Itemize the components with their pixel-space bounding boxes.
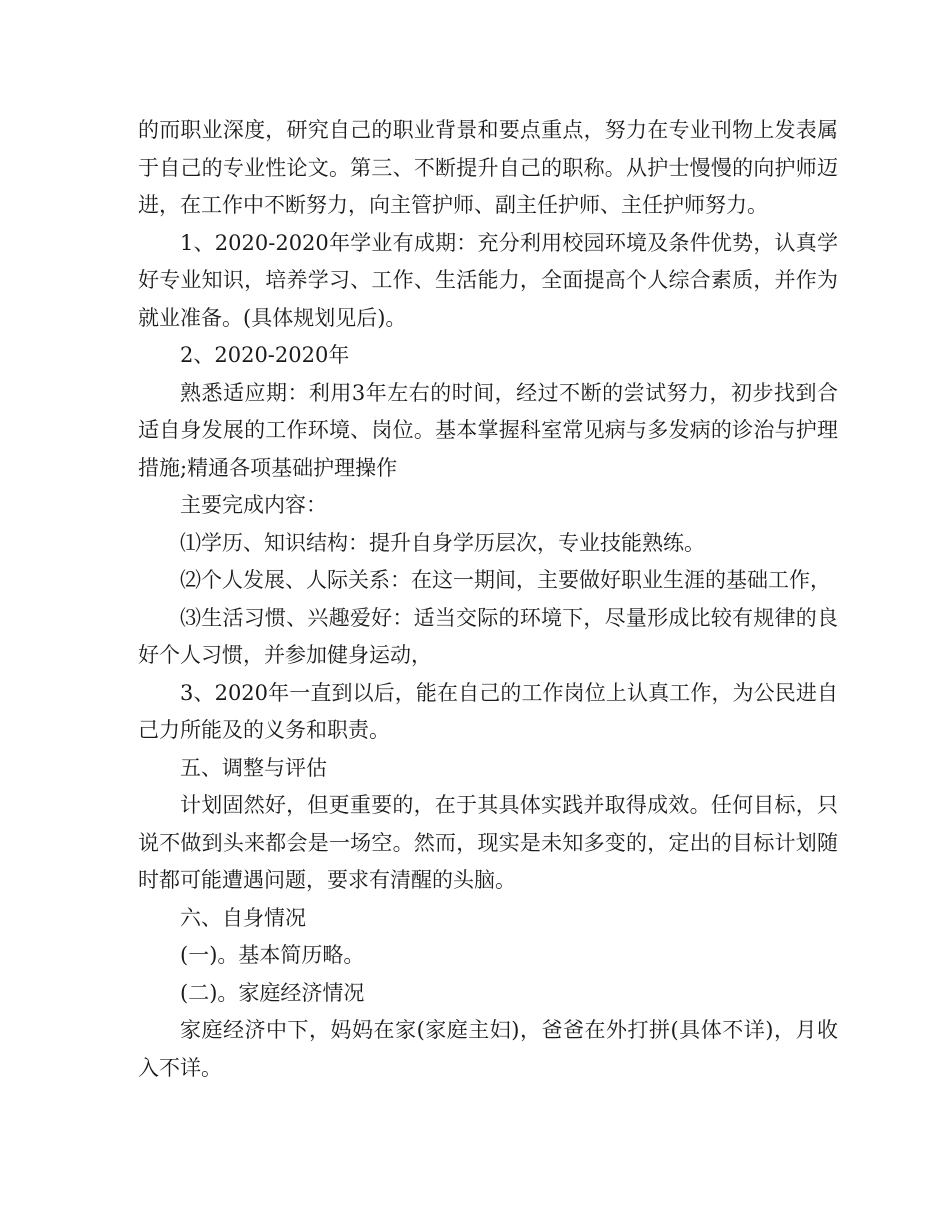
paragraph-item-lifestyle: ⑶生活习惯、兴趣爱好：适当交际的环境下，尽量形成比较有规律的良好个人习惯，并参加健身运动， — [138, 605, 838, 667]
paragraph-family-economy: 家庭经济中下，妈妈在家(家庭主妇)，爸爸在外打拼(具体不详)，月收入不详。 — [138, 1018, 838, 1080]
paragraph-career-depth: 的而职业深度，研究自己的职业背景和要点重点，努力在专业刊物上发表属于自己的专业性论文。第三、不断提升自己的职称。从护士慢慢的向护师迈进，在工作中不断努力，向主管护师、副主任护师、主任护师努力。 — [138, 118, 838, 217]
document-body — [138, 112, 838, 1087]
paragraph-adaptation-period: 熟悉适应期：利用3年左右的时间，经过不断的尝试努力，初步找到合适自身发展的工作环境、岗位。基本掌握科室常见病与多发病的诊治与护理措施;精通各项基础护理操作 — [138, 380, 838, 480]
section-heading-adjust-evaluate: 五、调整与评估 — [180, 755, 327, 780]
paragraph-plan-practice: 计划固然好，但更重要的，在于其具体实践并取得成效。任何目标，只说不做到头来都会是一场空。然而，现实是未知多变的，定出的目标计划随时都可能遭遇问题，要求有清醒的头脑。 — [138, 793, 838, 892]
paragraph-item-personal-development: ⑵个人发展、人际关系：在这一期间，主要做好职业生涯的基础工作， — [180, 568, 831, 592]
subheading-basic-resume: (一)。基本简历略。 — [180, 943, 365, 967]
paragraph-main-content-heading: 主要完成内容： — [180, 493, 327, 517]
paragraph-stage-1: 1、2020-2020年学业有成期：充分利用校园环境及条件优势，认真学好专业知识，培养学习、工作、生活能力，全面提高个人综合素质，并作为就业准备。(具体规划见后)。 — [138, 230, 838, 330]
paragraph-item-education: ⑴学历、知识结构：提升自身学历层次，专业技能熟练。 — [180, 530, 705, 555]
paragraph-stage-3: 3、2020年一直到以后，能在自己的工作岗位上认真工作，为公民进自己力所能及的义务和职责。 — [138, 680, 838, 742]
subheading-family-economy: (二)。家庭经济情况 — [180, 980, 365, 1005]
section-heading-self-situation: 六、自身情况 — [180, 905, 306, 930]
paragraph-stage-2-heading: 2、2020-2020年 — [180, 343, 350, 367]
